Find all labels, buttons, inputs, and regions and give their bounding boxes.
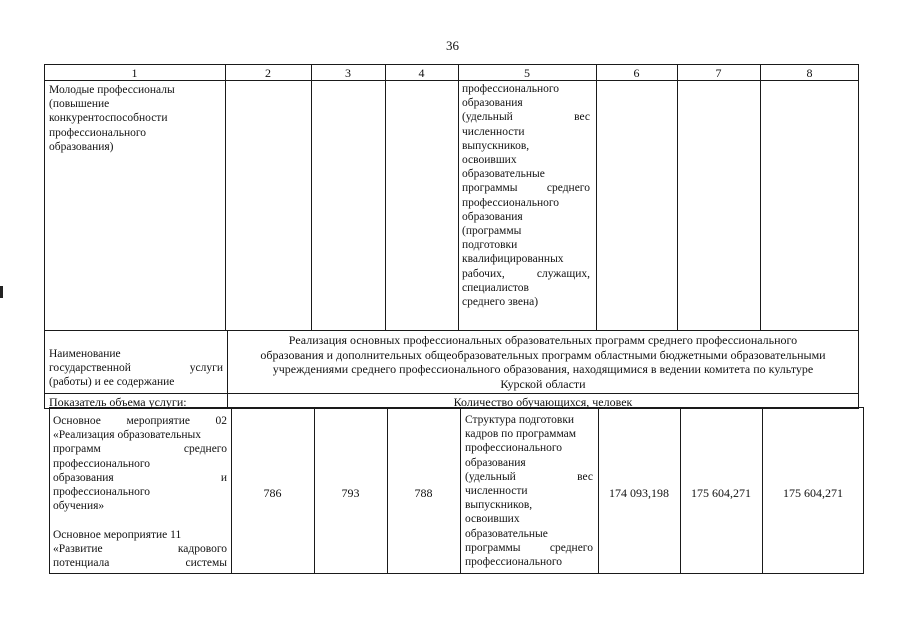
row1-col5-line: образовательные	[462, 168, 545, 181]
header-cell-8: 8	[806, 66, 813, 80]
row1-col5-line: выпускников,	[462, 139, 530, 152]
row3-col1-word: 02	[215, 415, 227, 427]
volume-value: Количество обучающихся, человек	[453, 395, 633, 409]
row3-col5-line: образовательные	[465, 527, 548, 540]
row1-col5-word: вес	[574, 111, 590, 124]
header-cell-1: 1	[131, 66, 138, 80]
row3-col2-value: 786	[263, 486, 282, 500]
service-label-word: услуги	[189, 362, 223, 375]
row1-col5-word: служащих,	[536, 267, 590, 280]
header-cell-3: 3	[345, 66, 351, 80]
row3-col1-line	[53, 513, 227, 527]
row3-col7-value: 175 604,271	[691, 486, 751, 500]
row1-bottom-line	[44, 330, 859, 331]
service-content-line: образования и дополнительных общеобразовательных программ областными бюджетными образовательными	[260, 347, 826, 362]
col-divider-3	[385, 64, 386, 330]
service-content-line: учреждениями среднего профессионального образования, находящимися в ведении комитета по культуре	[272, 362, 814, 376]
row3-col5-line: профессионального	[465, 556, 563, 569]
row1-col5-line: образования	[462, 210, 523, 223]
header-cell-2: 2	[265, 66, 271, 80]
service-label-line: (работы) и ее содержание	[49, 376, 175, 389]
row3-col5-word: среднего	[549, 541, 593, 554]
row1-col1-text	[49, 83, 221, 154]
row3-col1-word: системы	[185, 557, 227, 570]
row1-col5-text	[462, 82, 590, 309]
header-cell-5: 5	[524, 66, 530, 80]
row3-col5-text	[465, 413, 593, 569]
row1-col5-line: (программы	[462, 225, 522, 238]
row3-col5-line: численности	[465, 485, 528, 498]
row3-col5-line: кадров по программам	[465, 428, 577, 441]
row3-col1-word: потенциала	[53, 557, 110, 570]
row1-col5-line	[462, 181, 590, 195]
col-divider-6	[677, 64, 678, 330]
row3-col1-line: Основное мероприятие 11	[53, 528, 182, 541]
row3-col1-line: профессионального	[53, 457, 151, 470]
col-divider-5	[596, 64, 597, 330]
row1-col1-line: (повышение	[49, 98, 110, 111]
row3-col1-word: и	[220, 471, 227, 484]
row1-col5-line: освоивших	[462, 154, 517, 167]
row1-col5-line: квалифицированных	[462, 253, 564, 266]
service-content	[229, 333, 857, 391]
row3-col1-line	[53, 542, 227, 556]
row3-col5-word: программы	[465, 541, 521, 554]
label-col-divider	[227, 330, 228, 409]
row1-col5-word: программы	[462, 182, 518, 195]
service-content-line: Курской области	[500, 376, 586, 391]
row3-col1-word: «Развитие	[53, 542, 103, 555]
row3-col5-line	[465, 470, 593, 484]
row1-col5-word: (удельный	[462, 111, 513, 124]
service-label-line: Наименование	[49, 348, 121, 360]
row3-col1-line	[53, 414, 227, 428]
row1-col5-line: среднего звена)	[462, 296, 539, 309]
volume-label: Показатель объема услуги:	[49, 395, 187, 409]
row3-col5-line	[465, 541, 593, 555]
row3-col5-line: Структура подготовки	[465, 414, 575, 426]
row3-col1-word: программ	[53, 443, 101, 456]
header-bottom-line	[44, 80, 859, 81]
service-label-word: государственной	[49, 362, 131, 375]
row3-col1-line: профессионального	[53, 486, 151, 499]
row3-col5-line: профессионального	[465, 442, 563, 455]
row3-col1-line	[53, 442, 227, 456]
col-divider-7	[760, 64, 761, 330]
row1-col1-line: образования)	[49, 140, 114, 153]
row1-col5-line	[462, 267, 590, 281]
row3-col3-value: 793	[341, 486, 360, 500]
row3-col5-word: вес	[577, 470, 593, 483]
row3-col1-text	[53, 414, 227, 570]
row3-col1-line: «Реализация образовательных	[53, 429, 201, 442]
row3-col4-value: 788	[414, 486, 433, 500]
row3-col8-value: 175 604,271	[783, 486, 843, 500]
service-label-line	[49, 361, 223, 375]
row1-col1-line: Молодые профессионалы	[49, 84, 175, 96]
row1-col5-word: рабочих,	[462, 267, 505, 280]
row1-col5-line: образования	[462, 97, 523, 110]
row3-col1-word: мероприятие	[126, 415, 190, 427]
row3-col1-word: Основное	[53, 415, 101, 427]
row3-col1-line	[53, 471, 227, 485]
col-divider-1	[225, 64, 226, 330]
row1-col5-line: численности	[462, 125, 525, 138]
header-cell-7: 7	[715, 66, 722, 80]
row3-col1-word: кадрового	[177, 542, 227, 555]
header-cell-4: 4	[418, 66, 425, 80]
row1-col5-line: профессионального	[462, 83, 560, 95]
row1-col1-line: конкурентоспособности	[49, 112, 168, 125]
service-row-bottom-line	[44, 393, 859, 394]
header-cell-6: 6	[633, 66, 640, 80]
row3-col1-line	[53, 556, 227, 570]
row3-col5-line: выпускников,	[465, 499, 533, 512]
service-content-line: Реализация основных профессиональных образовательных программ среднего профессионального	[288, 333, 798, 347]
row3-col6-value: 174 093,198	[609, 486, 669, 500]
row3-col1-line: обучения»	[53, 500, 105, 513]
row1-col5-line: профессионального	[462, 196, 560, 209]
page-number: 36	[446, 38, 459, 53]
col-divider-2	[311, 64, 312, 330]
row3-col5-line: образования	[465, 456, 526, 469]
row1-col1-line: профессионального	[49, 126, 147, 139]
service-label	[49, 347, 223, 390]
col-divider-4	[458, 64, 459, 330]
row3-col1-word: образования	[53, 471, 114, 484]
row1-col5-word: среднего	[546, 182, 590, 195]
scan-edge-mark	[0, 286, 3, 298]
row1-col5-line	[462, 110, 590, 124]
row3-col1-word: среднего	[183, 443, 227, 456]
row1-col5-line: специалистов	[462, 281, 529, 294]
row1-col5-line: подготовки	[462, 239, 518, 252]
row3-col5-line: освоивших	[465, 513, 520, 526]
row3-col5-word: (удельный	[465, 470, 516, 483]
lower-col-divider-4	[460, 407, 461, 574]
